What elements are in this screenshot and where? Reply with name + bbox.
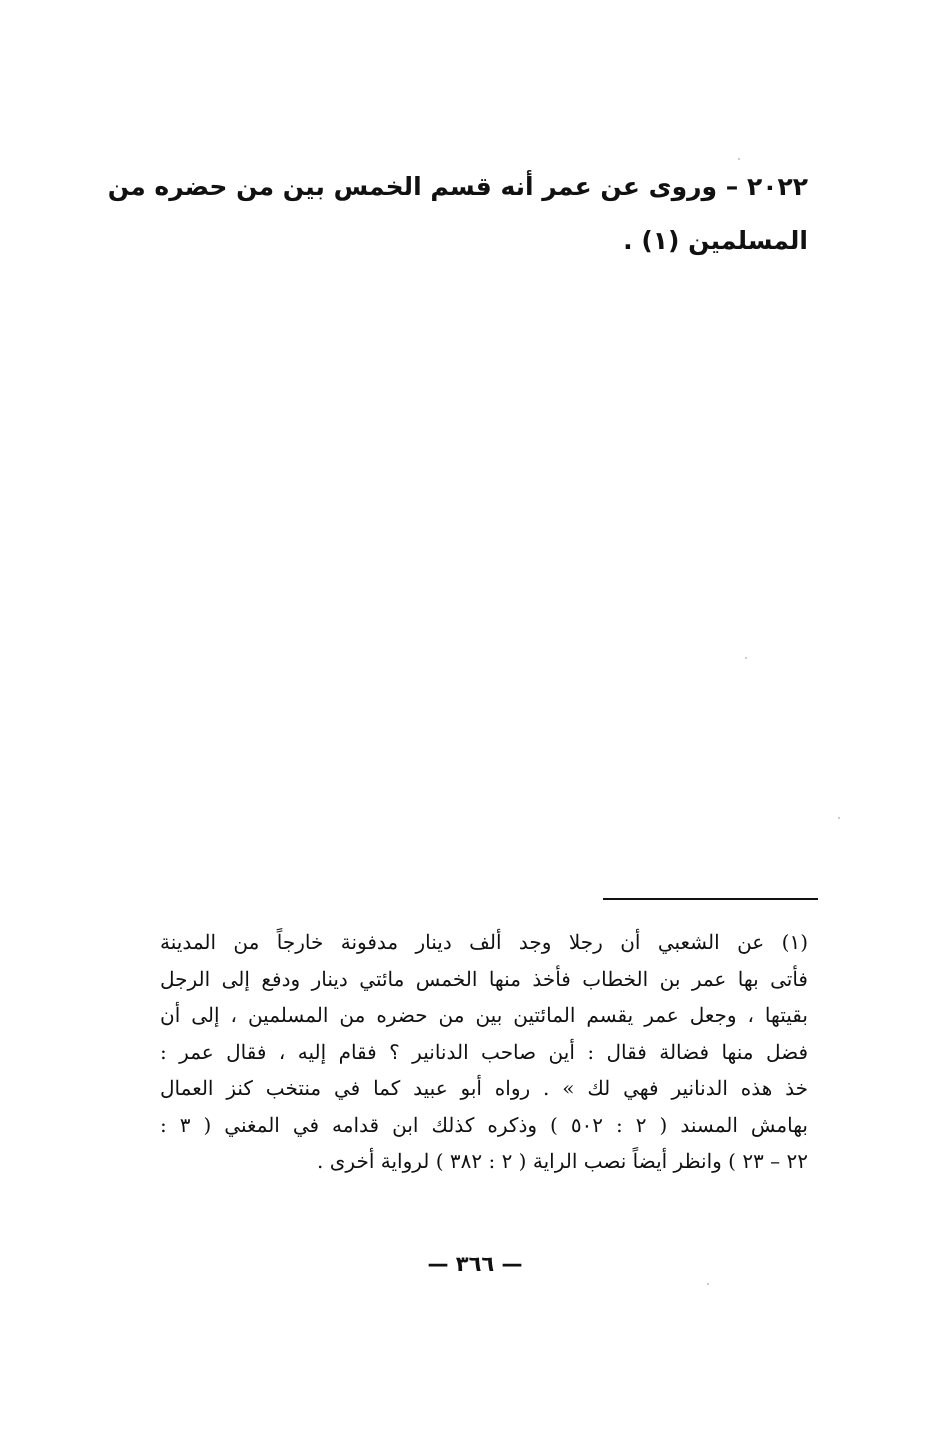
footnote <box>160 924 808 1180</box>
footnote-line: (١) عن الشعبي أن رجلا وجد ألف دينار مدفونة خارجاً من المدينة <box>160 930 808 954</box>
main-paragraph <box>107 160 808 268</box>
footnote-line: بقيتها ، وجعل عمر يقسم المائتين بين من حضره من المسلمين ، إلى أن <box>160 1003 808 1027</box>
footnote-line: فأتى بها عمر بن الخطاب فأخذ منها الخمس مائتي دينار ودفع إلى الرجل <box>160 966 808 991</box>
footnote-line: ٢٢ – ٢٣ ) وانظر أيضاً نصب الراية ( ٢ : ٣٨٢ ) لرواية أخرى . <box>317 1149 808 1173</box>
footnote-separator <box>603 898 818 900</box>
page-number: — ٣٦٦ — <box>427 1252 523 1276</box>
scan-speck <box>838 817 840 819</box>
footnote-line: بهامش المسند ( ٢ : ٥٠٢ ) وذكره كذلك ابن قدامه في المغني ( ٣ : <box>160 1112 808 1137</box>
main-text-line: ٢٠٢٢ – وروى عن عمر أنه قسم الخمس بين من حضره من <box>107 172 808 201</box>
footnote-line: فضل منها فضالة فقال : أين صاحب الدنانير ؟ فقام إليه ، فقال عمر : <box>160 1039 808 1064</box>
main-text-line: المسلمين (١) . <box>623 226 808 255</box>
scan-speck <box>738 158 740 160</box>
footnote-line: خذ هذه الدنانير فهي لك » . رواه أبو عبيد كما في منتخب كنز العمال <box>160 1076 809 1100</box>
scan-speck <box>707 1283 709 1285</box>
scan-speck <box>745 657 747 659</box>
